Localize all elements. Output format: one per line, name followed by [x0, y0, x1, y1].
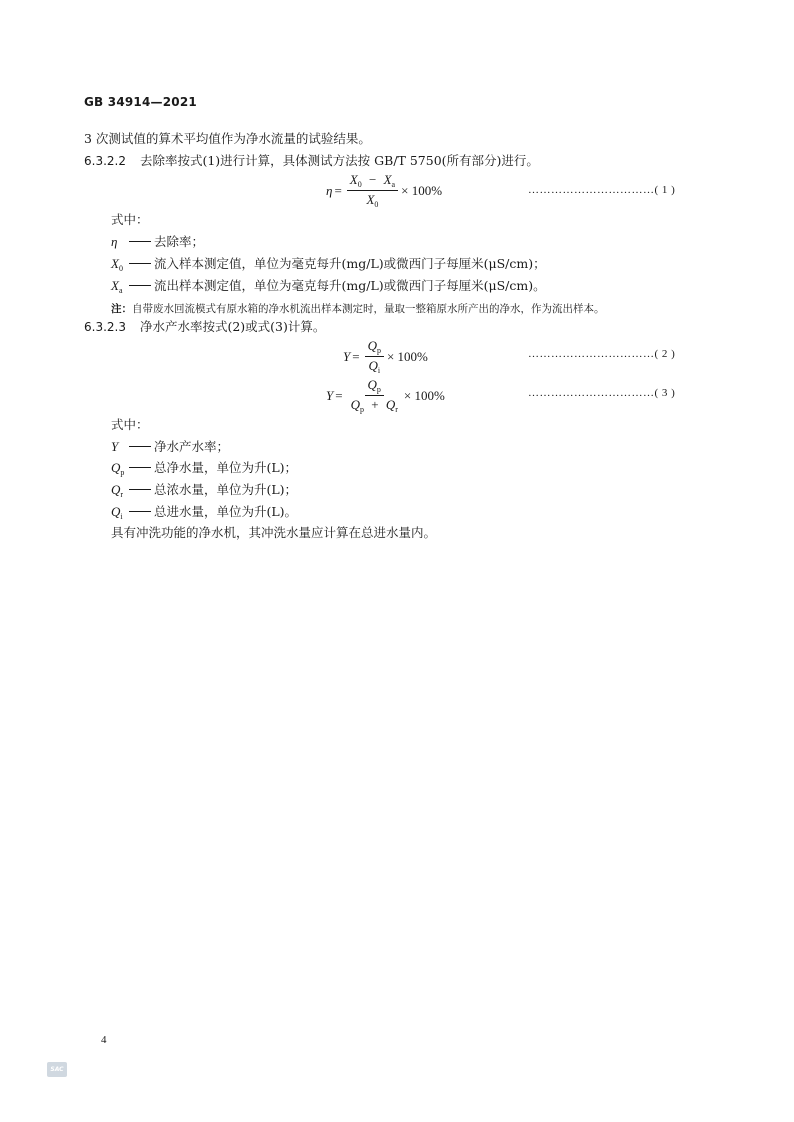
operator: − [369, 172, 377, 187]
subscript: r [120, 490, 124, 499]
var: Q [367, 377, 377, 392]
symbol-letter: X [111, 256, 119, 271]
subscript: p [120, 468, 125, 477]
note-text: 自带废水回流模式有原水箱的净水机流出样本测定时，量取一整箱原水所产出的净水，作为流出样本。 [132, 303, 605, 315]
symbol [111, 460, 125, 481]
equation-number-3 [528, 387, 675, 399]
symbol-letter: Q [111, 482, 121, 497]
definition-text: 流出样本测定值，单位为毫克每升(mg/L)或微西门子每厘米(μS/cm)。 [154, 278, 546, 293]
var: Q [350, 397, 360, 412]
page-number: 4 [101, 1034, 107, 1046]
symbol: Y [111, 439, 119, 454]
var: Q [385, 397, 396, 412]
var: Q [368, 358, 378, 373]
where-label: 式中： [111, 417, 149, 432]
subscript: i [120, 512, 123, 521]
definition-row [111, 234, 204, 250]
operator: + [371, 397, 379, 412]
definition-row [111, 482, 297, 503]
where-label: 式中： [111, 212, 149, 227]
symbol [111, 504, 125, 525]
equation-number-1 [528, 184, 675, 196]
definition-text: 总净水量，单位为升(L)； [154, 460, 298, 475]
standard-code-header: GB 34914—2021 [84, 95, 197, 109]
symbol-letter: Q [111, 460, 121, 475]
em-dash [129, 511, 151, 512]
clause-number: 6.3.2.3 [84, 320, 126, 334]
definition-text: 去除率； [154, 234, 205, 249]
formula-lhs: Y [326, 387, 334, 403]
clause-number: 6.3.2.2 [84, 154, 126, 168]
eq-no: ( 3 ) [654, 387, 676, 399]
subscript: i [377, 366, 381, 375]
formula-tail: × 100% [386, 348, 428, 364]
symbol [111, 482, 125, 503]
em-dash [129, 446, 151, 447]
var: X [349, 172, 358, 187]
definition-text: 净水产水率； [154, 439, 230, 454]
fraction [347, 172, 398, 209]
definition-row [111, 439, 229, 455]
var: X [383, 172, 392, 187]
note [111, 301, 605, 316]
equation-number-2 [528, 348, 675, 360]
formula-2 [343, 338, 428, 375]
em-dash [129, 241, 151, 242]
definition-text: 总进水量，单位为升(L)。 [154, 504, 298, 519]
definition-text: 总浓水量，单位为升(L)； [154, 482, 298, 497]
subscript: p [376, 385, 381, 394]
clause-6-3-2-2 [84, 153, 539, 169]
note-label: 注： [111, 303, 132, 315]
em-dash [129, 285, 151, 286]
definition-row [111, 460, 297, 481]
clause-text: 净水产水率按式(2)或式(3)计算。 [139, 319, 326, 334]
definition-row [111, 504, 297, 525]
formula-tail: × 100% [403, 387, 445, 403]
subscript: r [395, 405, 398, 414]
em-dash [129, 489, 151, 490]
symbol [111, 278, 125, 299]
denominator [365, 357, 383, 375]
closing-paragraph: 具有冲洗功能的净水机，其冲洗水量应计算在总进水量内。 [111, 525, 437, 540]
sac-logo: SAC [47, 1062, 67, 1077]
clause-6-3-2-3 [84, 319, 325, 335]
formula-1 [326, 172, 442, 209]
em-dash [129, 263, 151, 264]
numerator [347, 172, 398, 191]
definition-row [111, 278, 546, 299]
dot-leader: …………………………… [528, 348, 655, 360]
var: Q [367, 338, 377, 353]
fraction [348, 377, 401, 414]
symbol-letter: X [111, 278, 119, 293]
var: X [366, 192, 375, 207]
definition-text: 流入样本测定值，单位为毫克每升(mg/L)或微西门子每厘米(μS/cm)； [154, 256, 546, 271]
intro-paragraph: 3 次测试值的算术平均值作为净水流量的试验结果。 [84, 131, 371, 146]
subscript: p [359, 405, 364, 414]
symbol-letter: Q [111, 504, 121, 519]
numerator [365, 377, 384, 396]
formula-lhs: η [326, 182, 333, 198]
subscript: p [376, 346, 381, 355]
symbol: η [111, 234, 118, 249]
denominator [348, 396, 401, 414]
formula-tail: × 100% [401, 182, 443, 198]
dot-leader: …………………………… [528, 184, 655, 196]
dot-leader: …………………………… [528, 387, 655, 399]
subscript: a [118, 286, 123, 295]
formula-lhs: Y [343, 348, 351, 364]
eq-no: ( 1 ) [654, 184, 676, 196]
equals-sign: = [334, 182, 342, 198]
equals-sign: = [352, 348, 360, 364]
subscript: 0 [374, 200, 379, 209]
subscript: a [391, 180, 396, 189]
numerator [365, 338, 384, 357]
eq-no: ( 2 ) [654, 348, 676, 360]
symbol [111, 256, 125, 277]
subscript: 0 [357, 180, 362, 189]
definition-row [111, 256, 546, 277]
formula-3 [326, 377, 445, 414]
em-dash [129, 467, 151, 468]
equals-sign: = [335, 387, 343, 403]
fraction [365, 338, 384, 375]
clause-text: 去除率按式(1)进行计算，具体测试方法按 GB/T 5750(所有部分)进行。 [139, 153, 539, 168]
denominator [363, 191, 381, 209]
subscript: 0 [118, 264, 123, 273]
